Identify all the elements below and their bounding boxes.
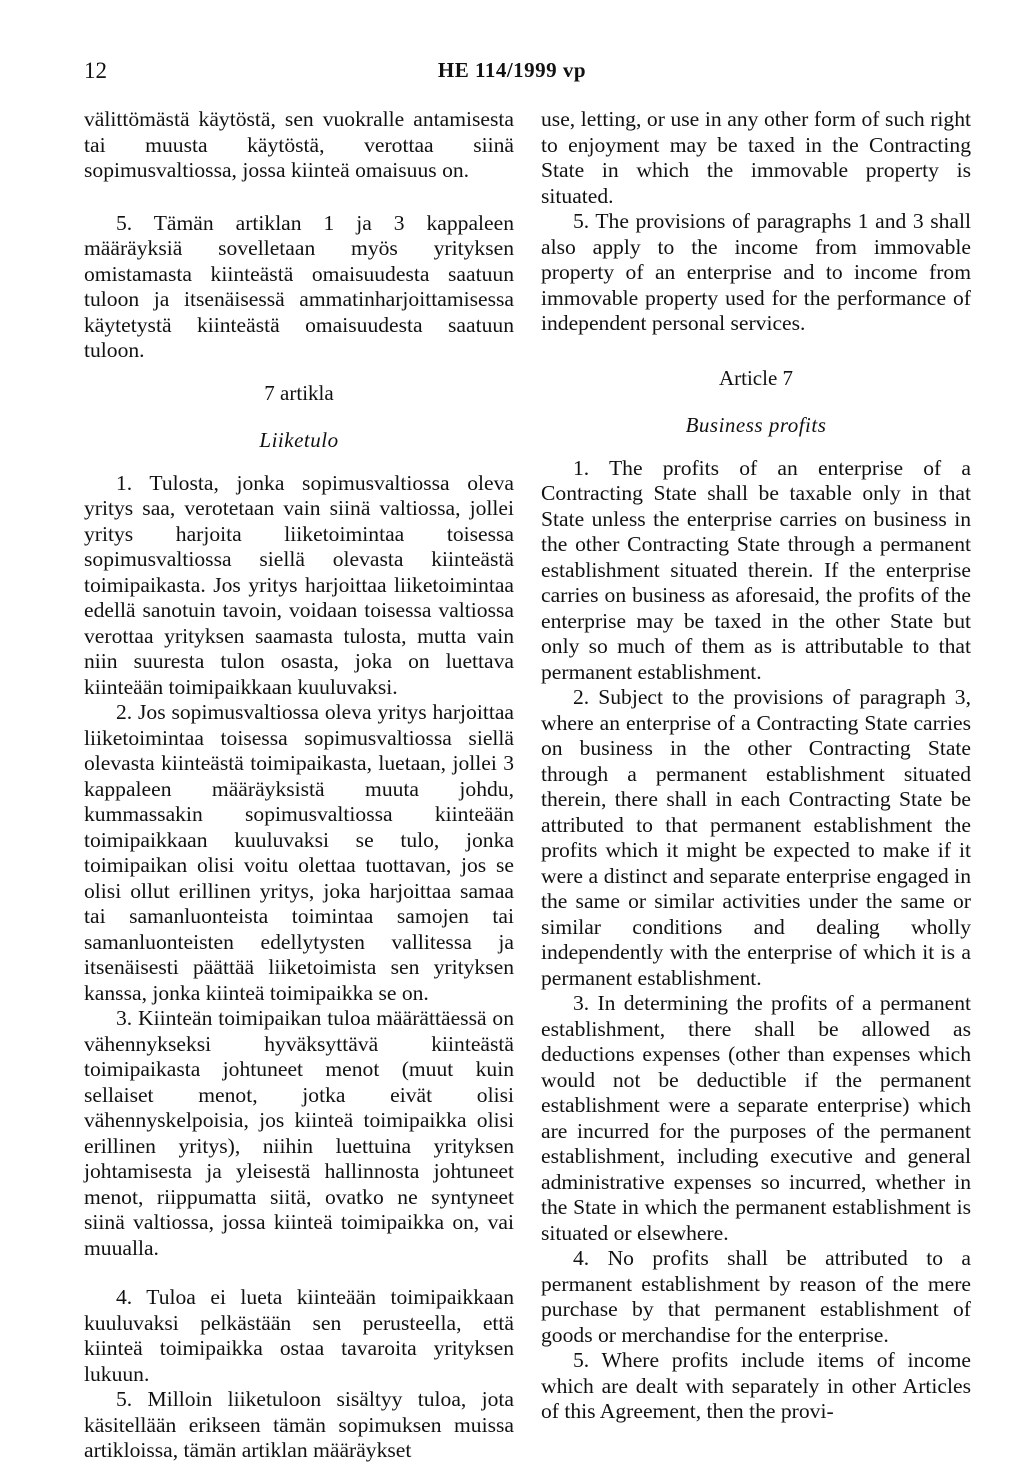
spacer xyxy=(84,453,514,471)
en-intro-paragraph: use, letting, or use in any other form of such right to enjoyment may be taxed in the Contracting State in which the immovable property is situated. xyxy=(541,107,971,208)
en-paragraph-3: 3. In determining the profits of a permanent establishment, there shall be allowed as deductions expenses (other than expenses which would not be deductible if the permanent establishment were a separate enterprise) which are incurred for the purposes of the permanent establishment, including executive and general administrative expenses so incurred, whether in the State in which the permanent establishment is situated or elsewhere. xyxy=(541,991,971,1245)
spacer xyxy=(84,364,514,381)
en-paragraph-5: 5. Where profits include items of income which are dealt with separately in other Articles of this Agreement, then the provi- xyxy=(541,1348,971,1423)
en-paragraph-2: 2. Subject to the provisions of paragraph 3, where an enterprise of a Contracting State carries on business in the other Contracting State through a permanent establishment situated therein, there shall in each Contracting State be attributed to that permanent establishment the profits which it might be expected to make if it were a distinct and separate enterprise engaged in the same or similar activities under the same or similar conditions and dealing wholly independently with the enterprise of which it is a permanent establishment. xyxy=(541,685,971,990)
en-article-title: Article 7 xyxy=(718,365,794,390)
running-title: HE 114/1999 vp xyxy=(437,58,587,82)
en-paragraph-1: 1. The profits of an enterprise of a Contracting State shall be taxable only in that State unless the enterprise carries on business in the other Contracting State through a permanent establishment situated therein. If the enterprise carries on business as aforesaid, the profits of the enterprise may be taxed in the other State but only so much of them as is attributable to that permanent establishment. xyxy=(541,455,971,684)
english-column xyxy=(541,107,971,1425)
fi-paragraph-4: 4. Tuloa ei lueta kiinteään toimipaikkaan kuuluvaksi pelkästään sen perusteella, että kiinteä toimipaikka ostaa tavaroita yrityksen lukuun. xyxy=(84,1285,514,1386)
spacer xyxy=(541,337,971,366)
fi-paragraph-1: 1. Tulosta, jonka sopimusvaltiossa oleva yritys saa, verotetaan vain siinä valtiossa, jollei yritys harjoita liiketoimintaa toisessa sopimusvaltiossa siellä olevasta kiinteästä toimipaikasta. Jos yritys harjoittaa liiketoimintaa edellä sanotuin tavoin, voidaan toisessa valtiossa verottaa yrityksen saamasta tulosta, mutta vain niin suuresta tulon osasta, joka on luettava kiinteään toimipaikkaan kuuluvaksi. xyxy=(84,470,514,699)
spacer xyxy=(541,391,971,413)
fi-paragraph-3: 3. Kiinteän toimipaikan tuloa määrättäessä on vähennykseksi hyväksyttävä kiinteästä toimipaikasta johtuneet menot (muut kuin sellaiset menot, jotka eivät olisi vähennyskelpoisia, jos kiinteä toimipaikka olisi erillinen yritys), niihin luettuina yrityksen johtamisesta ja yleisestä hallinnosta johtuneet menot, riippumatta siitä, ovatko ne syntyneet siinä valtiossa, jossa kiinteä toimipaikka on, vai muualla. xyxy=(84,1006,514,1260)
fi-article-title: 7 artikla xyxy=(264,380,334,405)
spacer xyxy=(84,1261,514,1285)
fi-paragraph-2: 2. Jos sopimusvaltiossa oleva yritys harjoittaa liiketoimintaa toisessa sopimusvaltiossa siellä olevasta kiinteästä toimipaikasta, luetaan, jollei 3 kappaleen määräyksistä muuta johdu, kummassakin sopimusvaltiossa kiinteään toimipaikkaan kuuluvaksi se tulo, jonka toimipaikan olisi voitu olettaa tuottavan, jos se olisi ollut erillinen yritys, joka harjoittaa samaa tai samanluonteista toimintaa samojen tai samanluonteisten edellytysten vallitessa ja itsenäisesti päättää liiketoimista sen yrityksen kanssa, jonka kiinteä toimipaikka se on. xyxy=(84,700,514,1005)
fi-paragraph-5-previous: 5. Tämän artiklan 1 ja 3 kappaleen määräyksiä sovelletaan myös yrityksen omistamasta kiinteästä omaisuudesta saatuun tuloon ja itsenäisessä ammatinharjoittamisessa käytetystä kiinteästä omaisuudesta saatuun tuloon. xyxy=(84,210,514,362)
spacer xyxy=(84,406,514,428)
spacer xyxy=(541,438,971,456)
page-number: 12 xyxy=(84,58,107,83)
fi-intro-paragraph: välittömästä käytöstä, sen vuokralle antamisesta tai muusta käytöstä, verottaa siinä sopimusvaltiossa, jossa kiinteä omaisuus on. xyxy=(84,107,514,182)
spacer xyxy=(84,184,514,211)
finnish-column xyxy=(84,107,514,1464)
fi-article-subtitle: Liiketulo xyxy=(259,427,339,452)
en-paragraph-5-previous: 5. The provisions of paragraphs 1 and 3 shall also apply to the income from immovable property of an enterprise and to income from immovable property used for the performance of independent personal services. xyxy=(541,209,971,335)
en-paragraph-4: 4. No profits shall be attributed to a permanent establishment by reason of the mere purchase by that permanent establishment of goods or merchandise for the enterprise. xyxy=(541,1246,971,1347)
fi-paragraph-5: 5. Milloin liiketuloon sisältyy tuloa, jota käsitellään erikseen tämän sopimuksen muissa artikloissa, tämän artiklan määräykset xyxy=(84,1387,514,1462)
en-article-subtitle: Business profits xyxy=(685,412,827,437)
